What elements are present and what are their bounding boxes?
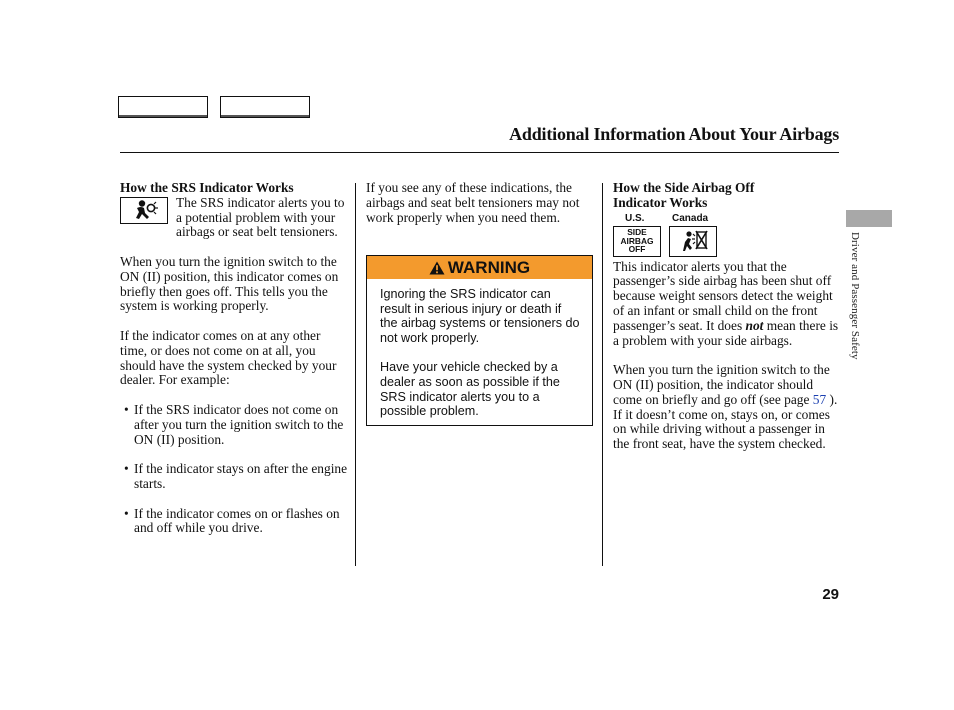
page-title: Additional Information About Your Airbags bbox=[509, 124, 839, 144]
indications-paragraph: If you see any of these indications, the airbags and seat belt tensioners may not work properly when you need them. bbox=[366, 180, 580, 225]
column-divider bbox=[355, 183, 356, 566]
srs-paragraph-check: If the indicator comes on at any other time, or does not come on at all, you should have the system checked by your dealer. For example: bbox=[120, 327, 337, 388]
section-tab[interactable] bbox=[846, 210, 892, 227]
text-segment: ). If it doesn’t come on, stays on, or comes on while driving without a passenger in the front seat, have the system checked. bbox=[613, 391, 838, 452]
indicator-text-line: AIRBAG bbox=[620, 235, 654, 246]
side-airbag-heading-line: Indicator Works bbox=[613, 194, 708, 210]
text-segment: When you turn the ignition switch to the ON (II) position, the indicator should come on briefly and go off (see page bbox=[613, 362, 830, 407]
side-airbag-paragraph bbox=[613, 260, 841, 349]
warning-label: WARNING bbox=[447, 257, 531, 277]
list-item: • If the indicator stays on after the engine starts. bbox=[120, 462, 350, 492]
indicator-text-line: OFF bbox=[628, 244, 646, 255]
text-segment: mean there is a problem with your side airbags. bbox=[613, 317, 839, 348]
side-airbag-off-symbol-icon bbox=[669, 226, 717, 257]
warning-triangle-icon bbox=[429, 261, 445, 275]
warning-paragraph: Have your vehicle checked by a dealer as soon as possible if the SRS indicator alerts you to a possible problem. bbox=[380, 360, 560, 419]
section-side-label: Driver and Passenger Safety bbox=[849, 232, 861, 360]
indicator-text-line: SIDE bbox=[627, 227, 647, 238]
side-airbag-ignition-paragraph bbox=[613, 363, 841, 452]
next-page-button[interactable] bbox=[220, 96, 310, 118]
canada-label: Canada bbox=[672, 212, 709, 224]
list-item: • If the SRS indicator does not come on after you turn the ignition switch to the ON (II) position. bbox=[120, 403, 350, 447]
emphasis-not: not bbox=[745, 317, 764, 333]
column-srs-indicator bbox=[120, 181, 350, 551]
srs-airbag-icon bbox=[120, 197, 168, 224]
column-divider bbox=[602, 183, 603, 566]
page-57-link[interactable]: 57 bbox=[812, 391, 827, 407]
srs-indicator-heading: How the SRS Indicator Works bbox=[120, 180, 294, 195]
srs-example-list bbox=[120, 403, 350, 536]
side-airbag-heading-line: How the Side Airbag Off bbox=[613, 180, 755, 195]
srs-paragraph-ignition: When you turn the ignition switch to the ON (II) position, this indicator comes on briefly then goes off. This tells you the system is working properly. bbox=[120, 253, 339, 314]
previous-page-button[interactable] bbox=[118, 96, 208, 118]
list-item: • If the indicator comes on or flashes on and off while you drive. bbox=[120, 507, 350, 537]
warning-box bbox=[366, 255, 593, 426]
column-indications bbox=[366, 181, 594, 240]
warning-header bbox=[367, 256, 592, 279]
warning-paragraph: Ignoring the SRS indicator can result in serious injury or death if the airbag systems or tensioners do not work properly. bbox=[380, 287, 580, 345]
page-number: 29 bbox=[822, 586, 839, 603]
side-airbag-off-indicator-us bbox=[613, 226, 661, 257]
us-label: U.S. bbox=[625, 212, 645, 224]
title-divider bbox=[120, 152, 839, 153]
srs-intro-text: The SRS indicator alerts you to a potential problem with your airbags or seat belt tensioners. bbox=[176, 194, 345, 240]
text-segment: This indicator alerts you that the passenger’s side airbag has been shut off because weight sensors detect the weight of an infant or small child on the front passenger’s seat. It does bbox=[613, 258, 833, 333]
column-side-airbag-off bbox=[613, 181, 841, 467]
side-airbag-heading bbox=[613, 181, 841, 211]
